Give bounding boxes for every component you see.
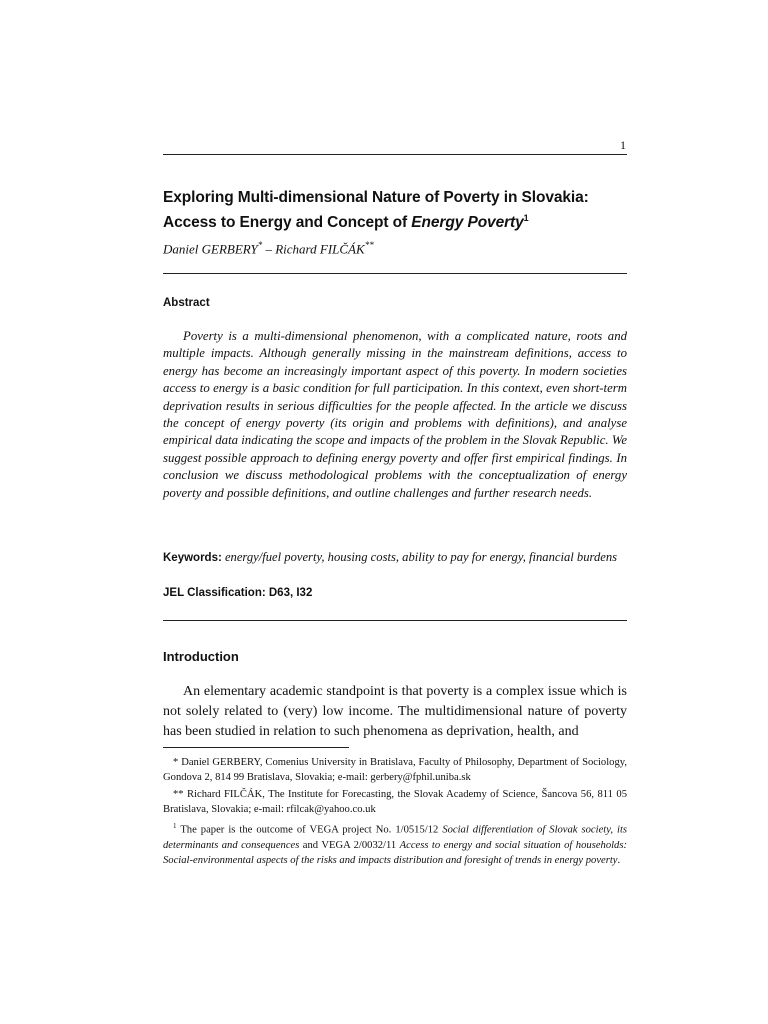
keywords-label: Keywords: <box>163 552 222 564</box>
footnote-3-text-b: and VEGA 2/0032/11 <box>299 839 400 851</box>
footnote-1-mark: * <box>173 757 179 768</box>
footnote-3-text-a: The paper is the outcome of VEGA project No. 1/0515/12 <box>176 824 443 836</box>
paper-title <box>163 188 633 233</box>
introduction-heading: Introduction <box>163 649 239 664</box>
footnote-1-text: Daniel GERBERY, Comenius University in Bratislava, Faculty of Philosophy, Department of Sociology, Gondova 2, 814 99 Bratislava, Slovakia; e-mail: gerbery@fphil.uniba.sk <box>163 757 627 783</box>
title-line-1: Exploring Multi-dimensional Nature of Poverty in Slovakia: <box>163 189 589 206</box>
footnote-3-end: . <box>617 854 621 866</box>
footnote-author-2 <box>163 787 627 817</box>
abstract-heading: Abstract <box>163 297 210 309</box>
keywords-text: energy/fuel poverty, housing costs, ability to pay for energy, financial burdens <box>224 550 618 564</box>
jel-classification: JEL Classification: D63, I32 <box>163 587 313 599</box>
header-rule <box>163 154 627 155</box>
footnote-author-1 <box>163 755 627 785</box>
keywords <box>163 549 627 566</box>
footnote-2-text: Richard FILČÁK, The Institute for Forecasting, the Slovak Academy of Science, Šancova 56, 811 05 Bratislava, Slovakia; e-mail: rfilcak@yahoo.co.uk <box>163 789 627 815</box>
page-number: 1 <box>620 138 626 152</box>
title-rule <box>163 273 627 274</box>
title-line-2: Access to Energy and Concept of <box>163 214 412 232</box>
author-1: Daniel GERBERY <box>163 241 258 257</box>
footnote-3-project-2: Access to energy and social situation of households: Social-environmental aspects of the risks and impacts distribution and foresight of trends in energy poverty <box>163 839 628 866</box>
author-separator: – Richard <box>262 241 320 257</box>
introduction-text: An elementary academic standpoint is that poverty is a complex issue which is not solely related to (very) low income. The multidimensional nature of poverty has been studied in relation to such phenomena as deprivation, health, and <box>163 684 627 739</box>
title-emphasis: Energy Poverty <box>411 214 524 232</box>
footnote-3-mark: 1 <box>173 822 177 830</box>
author-line <box>163 240 374 257</box>
footnote-2-mark: ** <box>173 789 184 800</box>
author-2: FILČÁK <box>319 241 365 257</box>
abstract-text: Poverty is a multi-dimensional phenomenon, with a complicated nature, roots and multiple impacts. Although generally missing in the mainstream definitions, access to energy has become an increasingly important aspect of this poverty. In modern societies access to energy is a basic condition for full participation. In this context, even short-term deprivation results in serious difficulties for the people affected. In the article we discuss the concept of energy poverty (its origin and problems with definitions), and analyse empirical data indicating the scope and impacts of the problem in the Slovak Republic. We suggest possible approach to defining energy poverty and offer first empirical findings. In conclusion we discuss methodological problems with the conceptualization of energy poverty and possible definitions, and outline challenges and further research needs. <box>163 329 627 500</box>
title-footnote-mark: 1 <box>523 213 529 223</box>
author-1-mark: * <box>257 240 263 250</box>
abstract-rule <box>163 620 627 621</box>
footnote-funding <box>163 819 627 868</box>
author-2-mark: ** <box>364 240 374 250</box>
footnote-3-project-1: Social differentiation of Slovak society, its determinants and consequences <box>163 824 628 851</box>
footnote-rule <box>163 747 349 748</box>
